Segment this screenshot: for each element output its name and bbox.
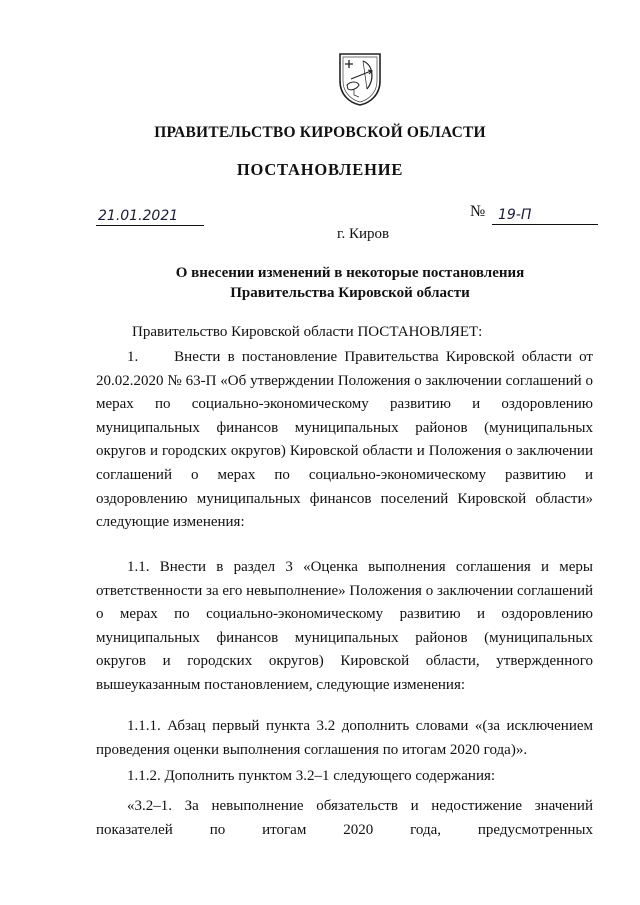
subject-line-2: Правительства Кировской области [230,285,470,301]
document-date: 21.01.2021 [96,207,204,226]
paragraph-3-2-1: «3.2–1. За невыполнение обязательств и недостижение значений показателей по итогам 2020 года, предусмотренных [96,798,593,838]
paragraph-1-1-2: 1.1.2. Дополнить пунктом 3.2–1 следующего содержания: [127,768,496,784]
coat-of-arms-icon [337,51,383,107]
paragraph-1-1: 1.1. Внести в раздел 3 «Оценка выполнения соглашения и меры ответственности за его невыполнение» Положения о заключении соглашений о мерах по социально-экономическому развитию и оздоровлению муниципальных финансов муниципальных районов (муниципальных округов и городских округов) Кировской области, утвержденного вышеуказанным постановлением, следующие изменения: [96,559,593,693]
paragraph-1: 1. Внести в постановление Правительства Кировской области от 20.02.2020 № 63-П «Об утверждении Положения о заключении соглашений о мерах по социально-экономическому развитию и оздоровлению муниципальных финансов муниципальных районов (муниципальных округов и городских округов) Кировской области и Положения о заключении соглашений о мерах по социально-экономическому развитию и оздоровлению муниципальных финансов поселений Кировской области» следующие изменения: [96,349,593,531]
document-number [470,203,594,225]
subject-line-1: О внесении изменений в некоторые постановления [175,265,525,281]
document-type-title: ПОСТАНОВЛЕНИЕ [236,160,404,179]
number-value: 19-П [492,206,598,225]
city-name: г. Киров [337,226,390,242]
number-sign: № [470,203,486,220]
organization-title: ПРАВИТЕЛЬСТВО КИРОВСКОЙ ОБЛАСТИ [154,124,486,141]
paragraph-1-1-1: 1.1.1. Абзац первый пункта 3.2 дополнить словами «(за исключением проведения оценки выполнения соглашения по итогам 2020 года)». [96,718,593,758]
decree-statement: Правительство Кировской области ПОСТАНОВЛЯЕТ: [132,324,483,340]
document-subject [150,263,550,303]
